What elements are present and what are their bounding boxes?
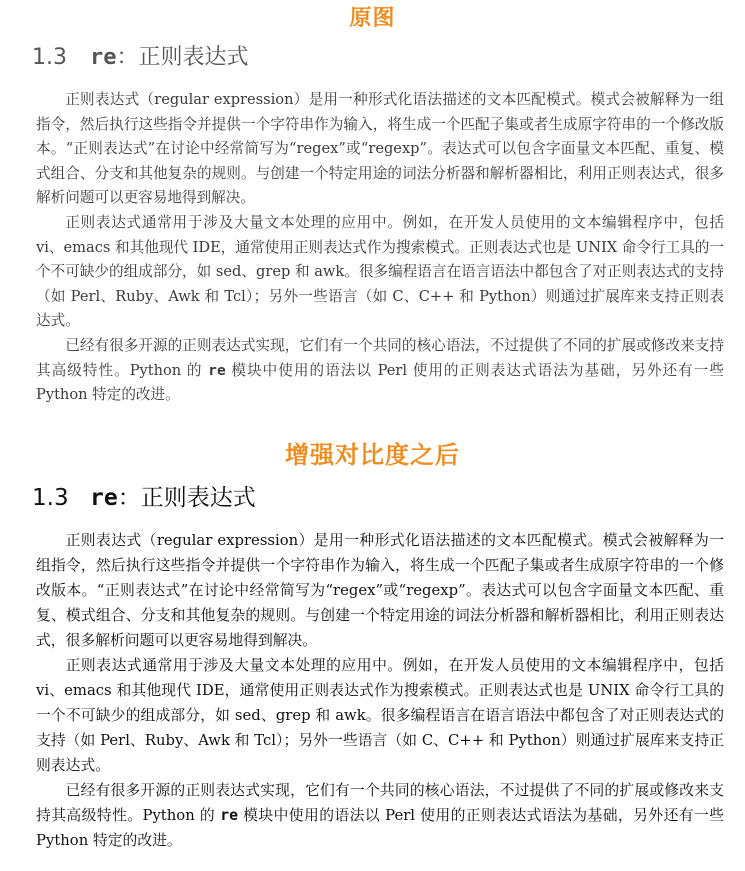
paragraph-3 bbox=[36, 778, 724, 853]
paragraph-3 bbox=[36, 334, 724, 408]
section-separator: ： bbox=[116, 45, 139, 70]
section-number: 1.3 bbox=[32, 485, 69, 511]
banner-enhanced: 增强对比度之后 bbox=[285, 441, 460, 469]
section-separator: ： bbox=[117, 485, 141, 511]
paragraph-1: 正则表达式（regular expression）是用一种形式化语法描述的文本匹配模式。模式会被解释为一组指令，然后执行这些指令并提供一个字符串作为输入，将生成一个匹配子集或者生成原字符串的一个修改版本。“正则表达式”在讨论中经常简写为“regex”或“regexp”。表达式可以包含字面量文本匹配、重复、模式组合、分支和其他复杂的规则。与创建一个特定用途的词法分析器和解析器相比，利用正则表达式，很多解析问题可以更容易地得到解决。 bbox=[36, 91, 724, 207]
enhanced-page-panel bbox=[0, 476, 745, 871]
section-number: 1.3 bbox=[32, 45, 67, 70]
section-module-name: re bbox=[90, 485, 118, 511]
inline-code-re: re bbox=[220, 807, 239, 824]
section-title-text: 正则表达式 bbox=[138, 45, 249, 70]
original-page-panel bbox=[0, 36, 745, 436]
section-module-name: re bbox=[90, 45, 117, 70]
banner-original: 原图 bbox=[349, 6, 396, 31]
paragraph-2: 正则表达式通常用于涉及大量文本处理的应用中。例如，在开发人员使用的文本编辑程序中，包括 vi、emacs 和其他现代 IDE，通常使用正则表达式作为搜索模式。正则表达式也是 UNIX 命令行工具的一个不可缺少的组成部分，如 sed、grep 和 awk。很多编程语言在语言语法中都包含了对正则表达式的支持（如 Perl、Ruby、Awk 和 Tcl）；另外一些语言（如 C、C++ 和 Python）则通过扩展库来支持正则表达式。 bbox=[36, 213, 724, 330]
paragraph-2: 正则表达式通常用于涉及大量文本处理的应用中。例如，在开发人员使用的文本编辑程序中，包括 vi、emacs 和其他现代 IDE，通常使用正则表达式作为搜索模式。正则表达式也是 UNIX 命令行工具的一个不可缺少的组成部分，如 sed、grep 和 awk。很多编程语言在语言语法中都包含了对正则表达式的支持（如 Perl、Ruby、Awk 和 Tcl）；另外一些语言（如 C、C++ 和 Python）则通过扩展库来支持正则表达式。 bbox=[36, 657, 724, 774]
paragraph-3-before: 已经有很多开源的正则表达式实现，它们有一个共同的核心语法，不过提供了不同的扩展或修改来支持其高级特性。Python 的 bbox=[36, 782, 724, 824]
paragraph-3-after: 模块中使用的语法以 Perl 使用的正则表达式语法为基础，另外还有一些 Python 特定的改进。 bbox=[36, 361, 724, 404]
paragraph-3-before: 已经有很多开源的正则表达式实现，它们有一个共同的核心语法，不过提供了不同的扩展或修改来支持其高级特性。Python 的 bbox=[36, 336, 724, 379]
section-heading bbox=[32, 482, 256, 514]
section-heading bbox=[32, 42, 249, 74]
body-text bbox=[36, 88, 724, 408]
paragraph-3-after: 模块中使用的语法以 Perl 使用的正则表达式语法为基础，另外还有一些 Python 特定的改进。 bbox=[36, 807, 725, 849]
section-title-text: 正则表达式 bbox=[140, 485, 256, 511]
body-text bbox=[36, 528, 724, 853]
inline-code-re: re bbox=[208, 361, 226, 379]
paragraph-1: 正则表达式（regular expression）是用一种形式化语法描述的文本匹配模式。模式会被解释为一组指令，然后执行这些指令并提供一个字符串作为输入，将生成一个匹配子集或者生成原字符串的一个修改版本。“正则表达式”在讨论中经常简写为“regex”或“regexp”。表达式可以包含字面量文本匹配、重复、模式组合、分支和其他复杂的规则。与创建一个特定用途的词法分析器和解析器相比，利用正则表达式，很多解析问题可以更容易地得到解决。 bbox=[36, 532, 724, 649]
